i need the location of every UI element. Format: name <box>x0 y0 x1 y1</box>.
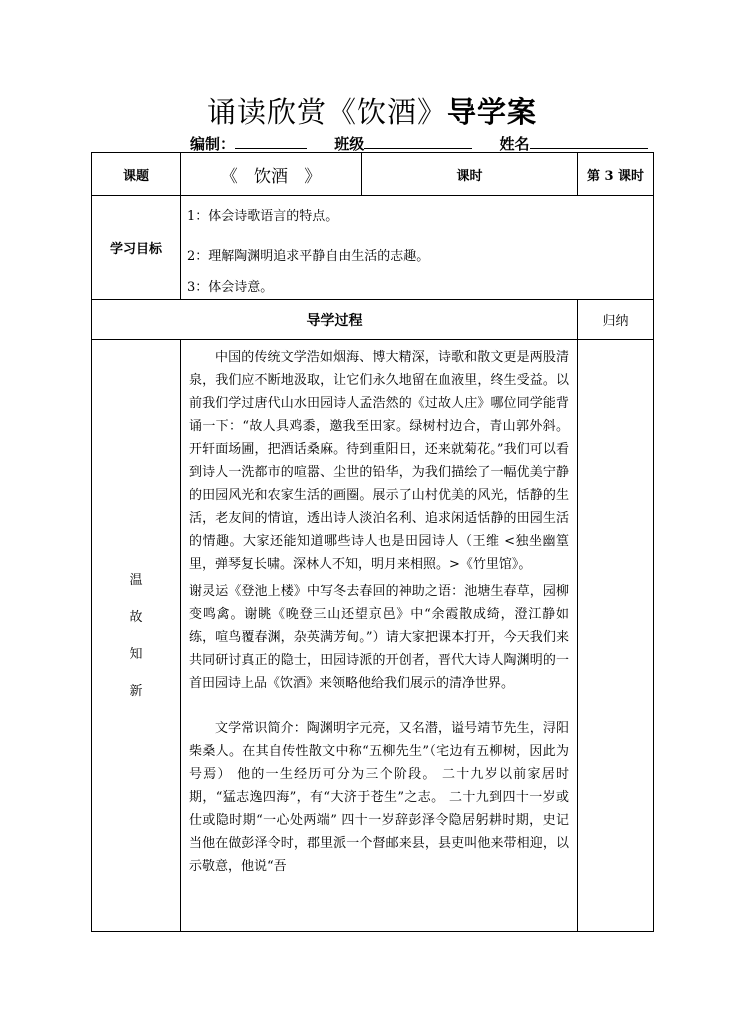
name-blank[interactable] <box>530 134 648 149</box>
section-char: 新 <box>129 683 143 699</box>
period-value: 第 3 课时 <box>578 153 654 196</box>
class-label: 班级 <box>334 135 365 153</box>
content-row <box>92 340 654 932</box>
lesson-table <box>91 152 654 932</box>
document-title <box>0 90 744 131</box>
section-char: 知 <box>129 646 143 662</box>
editor-blank[interactable] <box>235 134 307 149</box>
title-bold: 导学案 <box>447 95 538 129</box>
goal-item: 2：理解陶渊明追求平静自由生活的志趣。 <box>187 249 430 264</box>
paragraph: 谢灵运《登池上楼》中写冬去春回的神助之语：池塘生春草，园柳变鸣禽。谢眺《晚登三山还望京邑》中“余霞散成绮，澄江静如练，喧鸟覆春渊，杂英满芳甸。”）请大家把课本打开，今天我们来共同研讨真正的隐士，田园诗派的开创者，晋代大诗人陶渊明的一首田园诗上品《饮酒》来领略他给我们展示的清净世界。 <box>189 584 569 691</box>
section-label <box>92 340 181 932</box>
goals-list <box>181 196 654 300</box>
process-label: 导学过程 <box>92 300 578 340</box>
title-main: 诵读欣赏《饮酒》 <box>206 95 447 129</box>
topic-value: 《 饮酒 》 <box>181 153 362 196</box>
name-label: 姓名 <box>499 135 530 153</box>
goals-row <box>92 196 654 300</box>
header-fields <box>190 133 648 154</box>
section-char: 故 <box>129 609 143 625</box>
paragraph: 文学常识简介：陶渊明字元亮，又名潜，谥号靖节先生，浔阳柴桑人。在其自传性散文中称“五柳先生”（宅边有五柳树，因此为号焉） 他的一生经历可分为三个阶段。 二十九岁以前家居时期，“猛志逸四海”，有“大济于苍生”之志。 二十九到四十一岁或仕或隐时期“一心处两端” 四十一岁辞彭泽令隐居躬耕时期，史记当他在做彭泽令时，郡里派一个督邮来县，县吏叫他来带相迎，以示敬意，他说“吾 <box>189 721 569 874</box>
paragraph: 中国的传统文学浩如烟海、博大精深，诗歌和散文更是两股清泉，我们应不断地汲取，让它们永久地留在血液里，终生受益。以前我们学过唐代山水田园诗人孟浩然的《过故人庄》哪位同学能背诵一下：“故人具鸡黍，邀我至田家。绿树村边合，青山郭外斜。开轩面场圃，把酒话桑麻。待到重阳日，还来就菊花。”我们可以看到诗人一洗都市的喧嚣、尘世的铅华，为我们描绘了一幅优美宁静的田园风光和农家生活的画圈。展示了山村优美的风光，恬静的生活，老友间的情谊，透出诗人淡泊名利、追求闲适恬静的田园生活的情趣。大家还能知道哪些诗人也是田园诗人（王维 <独坐幽篁里，弹琴复长啸。深林人不知，明月来相照。>《竹里馆》。 <box>189 350 569 572</box>
lesson-body <box>181 340 578 932</box>
topic-row <box>92 153 654 196</box>
period-label: 课时 <box>362 153 578 196</box>
goal-item: 3：体会诗意。 <box>187 280 274 295</box>
class-blank[interactable] <box>364 134 472 149</box>
topic-label: 课题 <box>92 153 181 196</box>
summary-cell[interactable] <box>578 340 654 932</box>
section-char: 温 <box>129 572 143 588</box>
editor-label: 编制： <box>190 135 236 153</box>
process-header-row <box>92 300 654 340</box>
summary-label: 归纳 <box>578 300 654 340</box>
goal-item: 1：体会诗歌语言的特点。 <box>187 209 339 224</box>
goals-label: 学习目标 <box>92 196 181 300</box>
